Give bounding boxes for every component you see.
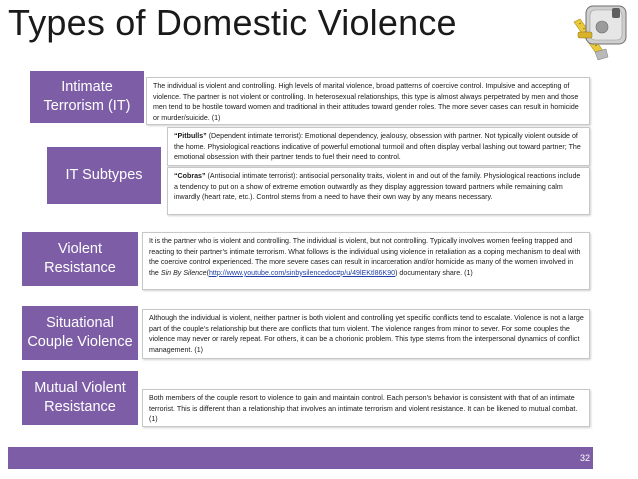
mutual-violent-resistance-text: Both members of the couple resort to violence to gain and maintain control. Each person’s behavior is consistent with that of an intimate terrorist. This is different than a relationship that involves an intimate terrorism and violent resistance. It can be likened to mutual combat. (1) [149,394,578,424]
pitbulls-text: (Dependent intimate terrorist): Emotional dependency, jealousy, obsession with partner. Not typically violent outside of the home. Physiological reactions indicative of powerful emotional turmoil and often display verbal lashing out toward partner; The emotional obsession with their partner tends to fuel their need to control. [174,132,581,162]
open-paren: ( [206,268,209,277]
desc-intimate-terrorism-text: The individual is violent and controlling. High levels of marital violence, broad patterns of coercive control. Impulsive and accepting of violence. The partner is not violent or controlling. In heterosexual relationships, this type is almost always perpetrated by men and those men tend to be hostile toward women and traditional in their attitudes toward gender roles. The more sever cases can result in homicide or murder/suicide. (1) [153,82,579,122]
slide-title: Types of Domestic Violence [8,2,457,43]
desc-situational-couple-violence [142,309,590,359]
label-violent-resistance: Violent Resistance [22,232,138,286]
desc-it-subtypes-cobras [167,167,590,215]
desc-intimate-terrorism [146,77,590,125]
desc-mutual-violent-resistance [142,389,590,427]
cobras-text: (Antisocial intimate terrorist): antisocial personality traits, violent in and out of the family. Physiological reactions include a tendency to put on a show of extreme emotion outwardly as they display aggression toward partners while remaining calm inwardly (heart rate, etc.). Control stems from a need to have their own way by any means necessary. [174,172,581,202]
label-intimate-terrorism: Intimate Terrorism (IT) [30,71,144,123]
tape-measure-icon [568,2,634,62]
footer-bar [8,447,593,469]
violent-resistance-text-end: ) documentary share. (1) [395,268,473,277]
label-it-subtypes: IT Subtypes [47,147,161,204]
film-title: Sin By Silence [160,268,207,277]
desc-violent-resistance [142,232,590,290]
desc-it-subtypes-pitbulls [167,127,590,166]
label-mutual-violent-resistance: Mutual Violent Resistance [22,371,138,425]
documentary-link[interactable]: http://www.youtube.com/sinbysilencedoc#p/u/49lEKtl86K90 [208,268,396,277]
page-number: 32 [579,453,590,463]
label-situational-couple-violence: Situational Couple Violence [22,306,138,360]
violent-resistance-text: It is the partner who is violent and controlling. The individual is violent, but not controlling. Typically involves women feeling trapped and reacting to their partner’s intimate terrorism. What follows is the individual using violence in retaliation as a coping mechanism to deal with the coercive control experienced. The more severe cases can result in incarceration and/or homicide as many of the women involved in the [149,237,581,277]
pitbulls-term: “Pitbulls” [174,132,207,140]
situational-couple-violence-text: Although the individual is violent, neither partner is both violent and controlling yet specific conflicts tend to escalate. Violence is not a large part of the couple’s relationship but there are conflicts that turn violent. The violence ranges from minor to sever. For some couples the violence may never or rarely repeat. For others, it can be a chorionic problem. This type stems from the interpersonal dynamics of conflict management. (1) [149,314,584,354]
cobras-term: “Cobras” [174,172,206,180]
